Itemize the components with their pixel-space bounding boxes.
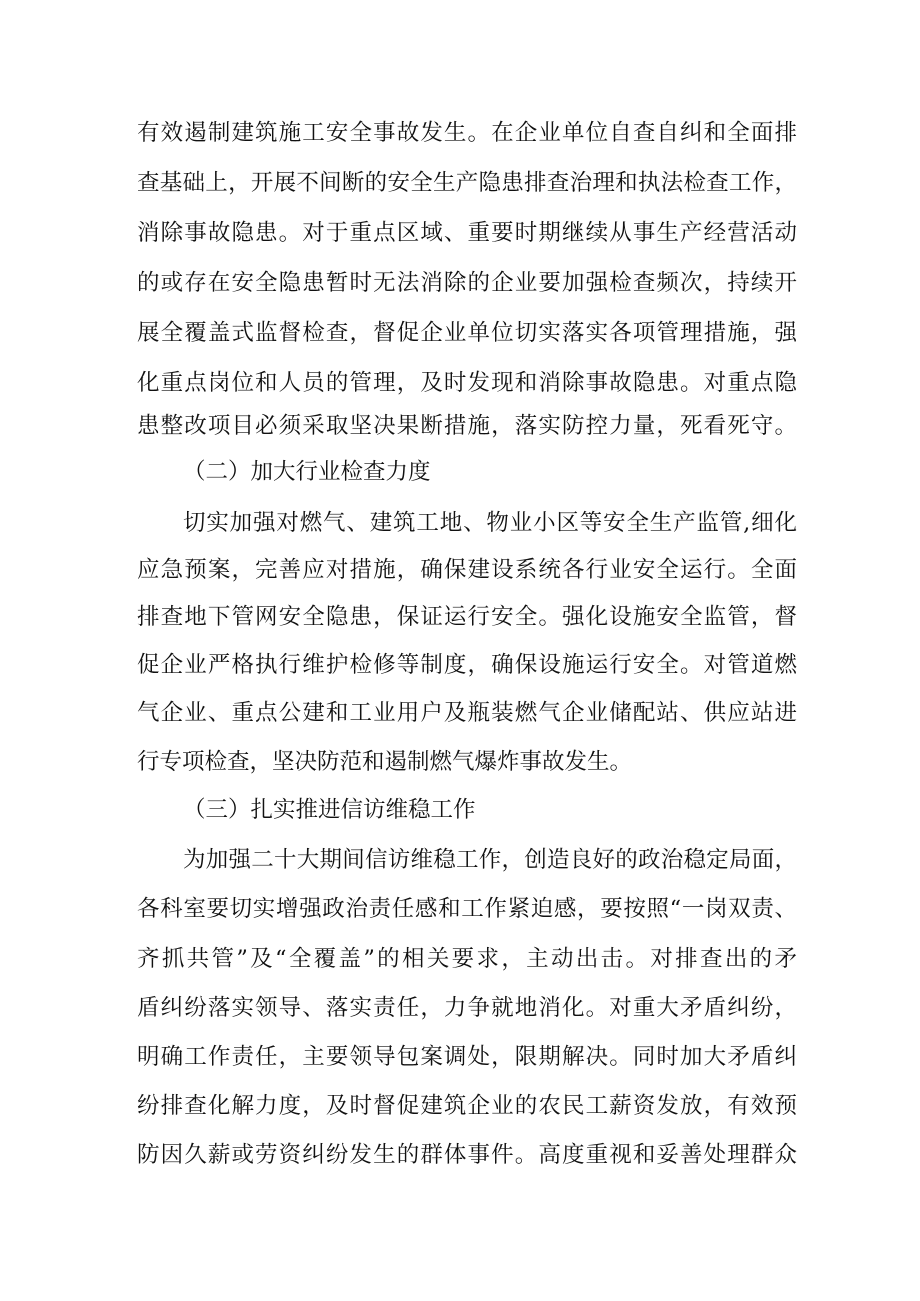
paragraph-2-line-5: 气企业、重点公建和工业用户及瓶装燃气企业储配站、供应站进 xyxy=(137,700,797,726)
paragraph-2-line-4: 促企业严格执行维护检修等制度，确保设施运行安全。对管道燃 xyxy=(137,652,797,678)
paragraph-3-line-1: 为加强二十大期间信访维稳工作，创造良好的政治稳定局面， xyxy=(183,847,797,873)
paragraph-3-line-4: 盾纠纷落实领导、落实责任，力争就地消化。对重大矛盾纠纷， xyxy=(137,995,797,1021)
paragraph-1-line-4: 的或存在安全隐患暂时无法消除的企业要加强检查频次，持续开 xyxy=(137,270,797,296)
paragraph-1-line-6: 化重点岗位和人员的管理，及时发现和消除事故隐患。对重点隐 xyxy=(137,370,797,396)
paragraph-2-line-1: 切实加强对燃气、建筑工地、物业小区等安全生产监管,细化 xyxy=(183,510,797,536)
paragraph-2-line-6: 行专项检查，坚决防范和遏制燃气爆炸事故发生。 xyxy=(137,749,633,775)
paragraph-1-line-1: 有效遏制建筑施工安全事故发生。在企业单位自查自纠和全面排 xyxy=(137,120,797,146)
paragraph-3-line-7: 防因久薪或劳资纠纷发生的群体事件。高度重视和妥善处理群众 xyxy=(137,1142,797,1168)
paragraph-2-line-3: 排查地下管网安全隐患，保证运行安全。强化设施安全监管，督 xyxy=(137,604,797,630)
paragraph-1-line-7: 患整改项目必须采取坚决果断措施，落实防控力量，死看死守。 xyxy=(137,413,797,439)
paragraph-1-line-3: 消除事故隐患。对于重点区域、重要时期继续从事生产经营活动 xyxy=(137,220,797,246)
section-heading-2: （二）加大行业检查力度 xyxy=(183,459,431,485)
paragraph-3-line-6: 纷排查化解力度，及时督促建筑企业的农民工薪资发放，有效预 xyxy=(137,1093,797,1119)
paragraph-3-line-5: 明确工作责任，主要领导包案调处，限期解决。同时加大矛盾纠 xyxy=(137,1044,797,1070)
paragraph-3-line-3: 齐抓共管”及“全覆盖”的相关要求，主动出击。对排查出的矛 xyxy=(137,946,797,972)
paragraph-2-line-2: 应急预案，完善应对措施，确保建设系统各行业安全运行。全面 xyxy=(137,557,797,583)
paragraph-1-line-2: 查基础上，开展不间断的安全生产隐患排查治理和执法检查工作， xyxy=(137,170,797,196)
paragraph-3-line-2: 各科室要切实增强政治责任感和工作紧迫感，要按照“一岗双责、 xyxy=(137,896,797,922)
section-heading-3: （三）扎实推进信访维稳工作 xyxy=(183,797,476,823)
paragraph-1-line-5: 展全覆盖式监督检查，督促企业单位切实落实各项管理措施，强 xyxy=(137,320,797,346)
